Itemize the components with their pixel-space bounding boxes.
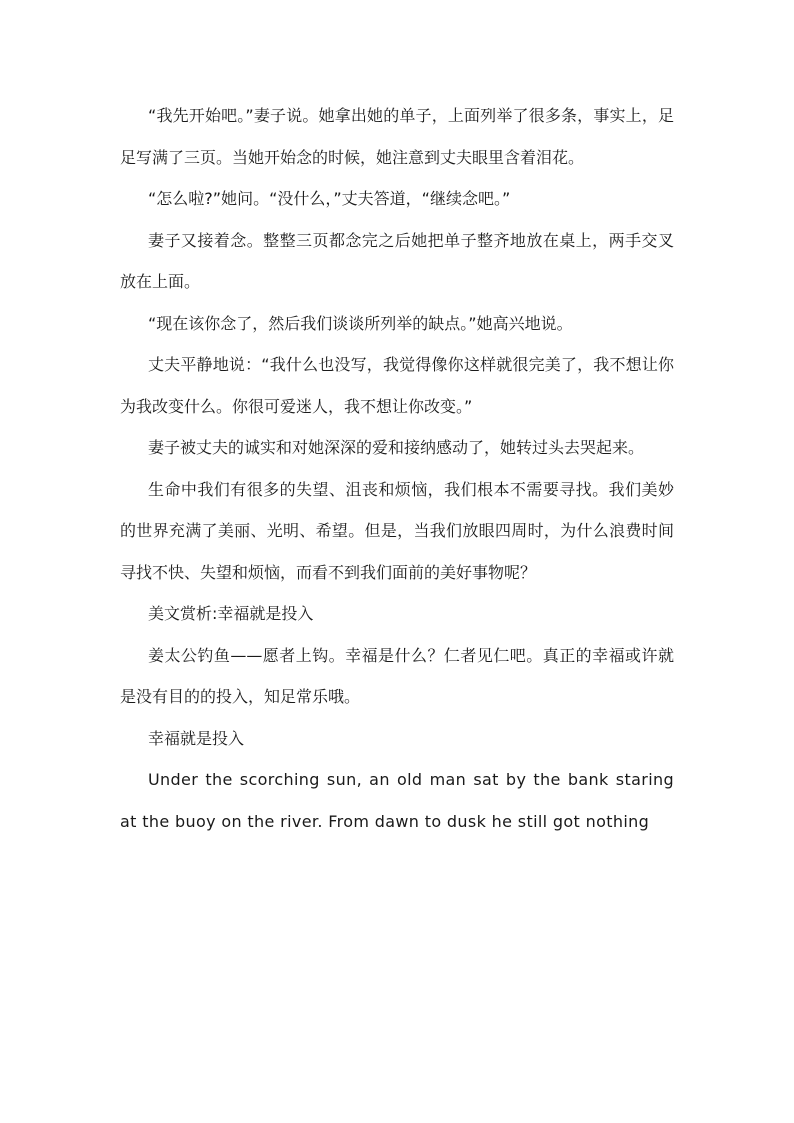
paragraph-appreciation: 姜太公钓鱼——愿者上钩。幸福是什么？仁者见仁吧。真正的幸福或许就是没有目的的投入，知足常乐哦。 xyxy=(120,645,674,706)
document-page xyxy=(120,95,674,842)
paragraph-wife-reads-list: “我先开始吧。”妻子说。她拿出她的单子，上面列举了很多条，事实上，足足写满了三页。当她开始念的时候，她注意到丈夫眼里含着泪花。 xyxy=(120,106,674,167)
paragraph-english-story: Under the scorching sun, an old man sat by the bank staring at the buoy on the river. From dawn to dusk he still got nothing xyxy=(120,770,674,831)
section-heading-appreciation: 美文赏析:幸福就是投入 xyxy=(148,604,314,623)
paragraph-life-reflection: 生命中我们有很多的失望、沮丧和烦恼，我们根本不需要寻找。我们美妙的世界充满了美丽、光明、希望。但是，当我们放眼四周时，为什么浪费时间寻找不快、失望和烦恼，而看不到我们面前的美好事物呢？ xyxy=(120,479,674,582)
paragraph-what-happened: “怎么啦?”她问。“没什么，”丈夫答道，“继续念吧。” xyxy=(148,189,511,208)
paragraph-your-turn: “现在该你念了，然后我们谈谈所列举的缺点。”她高兴地说。 xyxy=(148,313,573,333)
paragraph-wife-continues: 妻子又接着念。整整三页都念完之后她把单子整齐地放在桌上，两手交叉放在上面。 xyxy=(120,230,674,291)
paragraph-wife-moved: 妻子被丈夫的诚实和对她深深的爱和接纳感动了，她转过头去哭起来。 xyxy=(148,438,645,457)
paragraph-husband-reply: 丈夫平静地说：“我什么也没写，我觉得像你这样就很完美了，我不想让你为我改变什么。你很可爱迷人，我不想让你改变。” xyxy=(120,355,674,416)
article-title: 幸福就是投入 xyxy=(148,728,245,748)
